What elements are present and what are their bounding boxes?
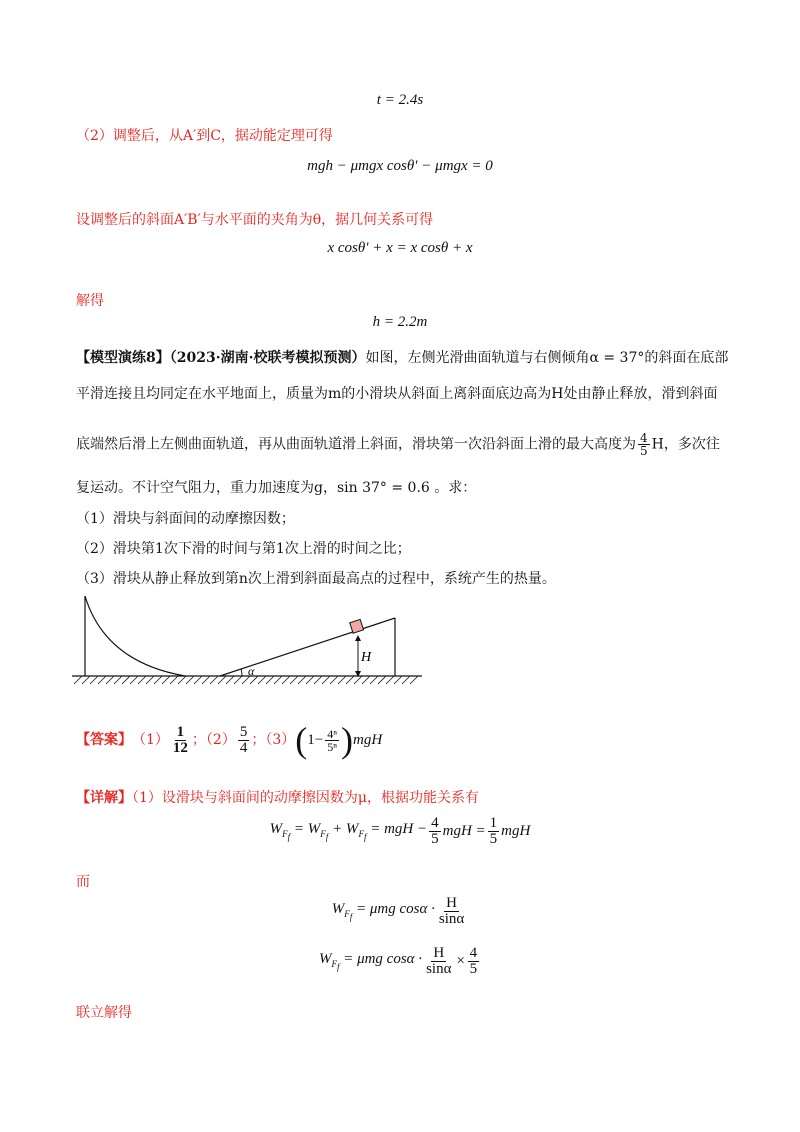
answer-1-label: （1） xyxy=(132,732,169,748)
equation-geometry xyxy=(0,240,800,257)
work2-fraction: $\frac{H}{\sin\alpha}$ xyxy=(438,895,465,927)
eq-geom-right: = x cosθ + x xyxy=(396,240,473,256)
answer-3-expression: ( 1− $\frac{\text{4ⁿ}}{\text{5ⁿ}}$ ) mgH xyxy=(295,720,383,760)
problem-p4: 复运动。不计空气阻力，重力加速度为g，sin 37° = 0.6 。求： xyxy=(76,480,477,496)
detail-line xyxy=(76,788,479,808)
incline-line xyxy=(220,618,395,676)
answer-1-fraction: $\frac{1}{12}$ xyxy=(172,723,188,756)
equation-t xyxy=(0,92,800,109)
work-fraction-4-5: $\frac{4}{5}$ xyxy=(431,815,439,847)
detail-tag: 【详解】 xyxy=(76,790,132,806)
fraction-4-5: $\frac{4}{5}$ xyxy=(640,431,648,458)
solve-label-1: 解得 xyxy=(76,293,104,309)
and-label: 而 xyxy=(76,874,90,890)
arrow-head-up xyxy=(355,635,361,641)
slider-block xyxy=(350,619,364,633)
track-diagram xyxy=(70,592,430,692)
answer-3-label: ；（3） xyxy=(251,732,296,748)
angle-intro: 设调整后的斜面A′B′与水平面的夹角为θ，据几何关系可得 xyxy=(76,212,434,228)
eq-h-text: h = 2.2m xyxy=(372,314,428,330)
eq-energy-text: mgh − μmgx cosθ′ − μmgx = 0 xyxy=(307,158,493,174)
question-1: （1）滑块与斜面间的动摩擦因数； xyxy=(76,511,295,527)
problem-p3b: H，多次往 xyxy=(651,436,720,453)
answer-tag: 【答案】 xyxy=(76,732,132,748)
eq-t-text: t = 2.4s xyxy=(376,92,424,108)
problem-line-3 xyxy=(76,432,756,457)
problem-tag: 【模型演练8】（2023·湖南·校联考模拟预测） xyxy=(76,350,366,366)
detail-text: （1）设滑块与斜面间的动摩擦因数为μ，根据功能关系有 xyxy=(132,790,480,806)
answer-2-fraction: $\frac{5}{4}$ xyxy=(239,723,248,756)
equation-work-2: $W_{F_f} = \mu mg$ cosα · $\frac{H}{\sin\alpha}$ xyxy=(331,895,465,927)
equation-work-3: $W_{F_f} = \mu mg$ cosα · $\frac{H}{\sin\alpha}$ × $\frac{4}{5}$ xyxy=(318,945,478,977)
solve-label-2: 联立解得 xyxy=(76,1005,132,1021)
angle-arc xyxy=(241,669,242,676)
answer-3-fraction: $\frac{\text{4ⁿ}}{\text{5ⁿ}}$ xyxy=(327,726,338,754)
height-label: H xyxy=(361,650,372,665)
equation-work: $W_{F_f} = W_{F_f} + W_{F_f}$ = mgH − $\frac{4}{5}$ mgH = $\frac{1}{5}$ mgH xyxy=(269,815,531,847)
equation-h xyxy=(0,314,800,331)
question-2: （2）滑块第1次下滑的时间与第1次上滑的时间之比； xyxy=(76,541,411,557)
curved-track xyxy=(85,596,185,676)
answer-2-label: ；（2） xyxy=(191,732,236,748)
adjust-intro: （2）调整后，从A′到C，据动能定理可得 xyxy=(76,128,333,144)
question-3: （3）滑块从静止释放到第n次上滑到斜面最高点的过程中，系统产生的热量。 xyxy=(76,571,556,587)
work-fraction-1-5: $\frac{1}{5}$ xyxy=(489,815,498,847)
alpha-label: α xyxy=(248,664,255,678)
answer-line xyxy=(76,722,382,758)
problem-p1: 如图，左侧光滑曲面轨道与右侧倾角α = 37°的斜面在底部 xyxy=(365,350,729,366)
eq-geom-left: x cosθ′ + x xyxy=(327,240,393,256)
work3-fraction-4-5: $\frac{4}{5}$ xyxy=(469,945,478,977)
work3-fraction-h: $\frac{H}{\sin\alpha}$ xyxy=(426,945,452,977)
problem-p3a: 底端然后滑上左侧曲面轨道，再从曲面轨道滑上斜面，滑块第一次沿斜面上滑的最大高度为 xyxy=(76,436,636,453)
ground-hatching xyxy=(74,676,418,684)
problem-p2: 平滑连接且均同定在水平地面上，质量为m的小滑块从斜面上离斜面底边高为H处由静止释放，滑到斜面 xyxy=(76,386,718,402)
problem-line-1 xyxy=(76,348,736,368)
equation-energy xyxy=(0,158,800,175)
